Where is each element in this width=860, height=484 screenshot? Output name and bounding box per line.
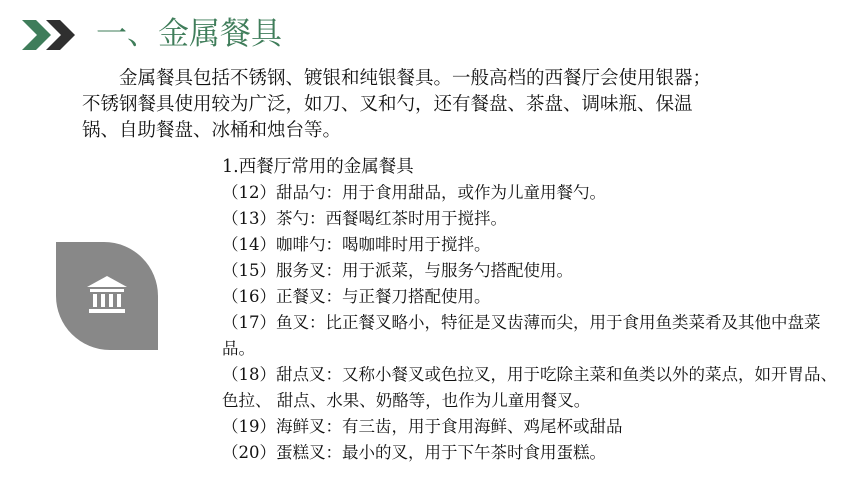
list-item: （13）茶勺：西餐喝红茶时用于搅拌。 <box>222 209 507 228</box>
page-title: 一、金属餐具 <box>96 16 282 52</box>
list-item: （18）甜点叉：又称小餐叉或色拉叉，用于吃除主菜和鱼类以外的菜点，如开胃品、色拉、 甜点、水果、奶酪等，也作为儿童用餐叉。 <box>222 365 837 410</box>
list-item: （14）咖啡勺：喝咖啡时用于搅拌。 <box>222 235 491 254</box>
list-item: （16）正餐叉：与正餐刀搭配使用。 <box>222 287 491 306</box>
list-item: （12）甜品勺：用于食用甜品，或作为儿童用餐勺。 <box>222 183 606 202</box>
intro-line: 锅、自助餐盘、冰桶和烛台等。 <box>82 120 342 141</box>
section-heading: 1.西餐厅常用的金属餐具 <box>222 157 414 177</box>
list-item: （19）海鲜叉：有三齿，用于食用海鲜、鸡尾杯或甜品 <box>222 417 623 436</box>
bank-building-icon <box>86 275 128 315</box>
cutlery-list <box>222 154 842 466</box>
list-item: （20）蛋糕叉：最小的叉，用于下午茶时食用蛋糕。 <box>222 443 606 462</box>
icon-tile <box>56 242 158 350</box>
list-item: （17）鱼叉：比正餐叉略小，特征是叉齿薄而尖，用于食用鱼类菜肴及其他中盘菜品。 <box>222 313 821 358</box>
double-chevron-icon <box>22 20 80 50</box>
list-item: （15）服务叉：用于派菜，与服务勺搭配使用。 <box>222 261 573 280</box>
intro-paragraph <box>82 66 822 144</box>
intro-line: 不锈钢餐具使用较为广泛，如刀、叉和勺，还有餐盘、茶盘、调味瓶、保温 <box>82 94 693 115</box>
intro-line: 金属餐具包括不锈钢、镀银和纯银餐具。一般高档的西餐厅会使用银器； <box>119 68 712 89</box>
